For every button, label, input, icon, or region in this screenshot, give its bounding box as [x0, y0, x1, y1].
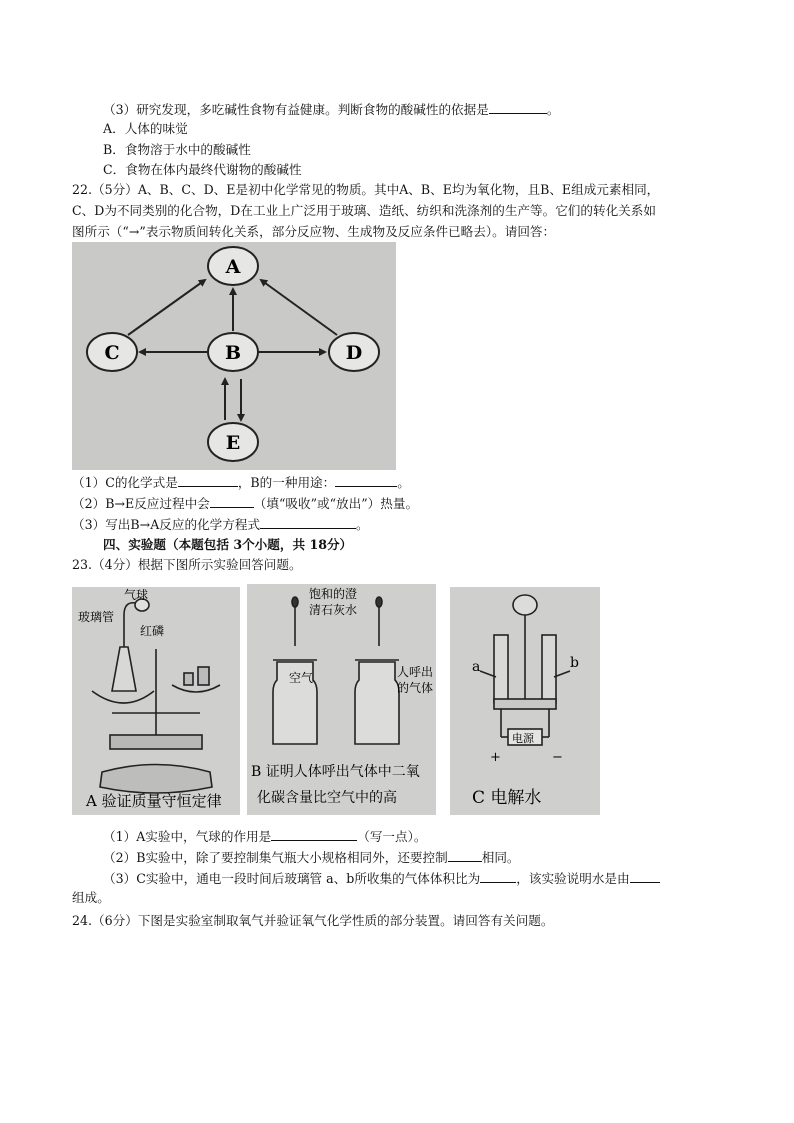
q22-stem-line3: 图所示（“→”表示物质间转化关系，部分反应物、生成物及反应条件已略去）。请回答： — [72, 224, 556, 239]
node-a-label: A — [225, 256, 241, 278]
node-b — [208, 333, 258, 371]
node-e — [208, 423, 258, 461]
q23-figure-a — [72, 587, 240, 815]
q23-part1: （1）A实验中，气球的作用是 （写一点）。 — [103, 829, 427, 844]
label-minus: − — [552, 750, 563, 765]
label-tube-b: b — [570, 655, 579, 671]
node-c-label: C — [104, 342, 120, 364]
q24-stem: 24.（6分）下图是实验室制取氧气并验证氧气化学性质的部分装置。请回答有关问题。 — [72, 913, 554, 928]
node-d — [329, 333, 379, 371]
q22-conversion-diagram — [72, 242, 396, 470]
caption-b-2: 化碳含量比空气中的高 — [257, 790, 397, 806]
label-plus: + — [490, 750, 501, 765]
q23-stem: 23.（4分）根据下图所示实验回答问题。 — [72, 557, 302, 572]
node-d-label: D — [345, 342, 363, 364]
label-limewater-2: 清石灰水 — [309, 603, 358, 617]
q22-stem-line1: 22.（5分）A、B、C、D、E是初中化学常见的物质。其中A、B、E均为氧化物，且B、E组成元素相同， — [72, 182, 660, 197]
answer-blank[interactable] — [271, 827, 357, 841]
answer-blank[interactable] — [480, 869, 516, 883]
arrow-c-to-a — [128, 280, 205, 335]
caption-a: A 验证质量守恒定律 — [86, 792, 222, 810]
node-a — [208, 247, 258, 285]
q23-part3-end: 组成。 — [72, 890, 110, 905]
label-air: 空气 — [289, 671, 314, 685]
answer-blank[interactable] — [448, 848, 482, 862]
q23-part3: （3）C实验中，通电一段时间后玻璃管 a、b所收集的气体体积比为 ，该实验说明水是由 — [103, 869, 660, 888]
node-e-label: E — [225, 432, 241, 454]
node-c — [87, 333, 137, 371]
label-power: 电源 — [512, 732, 534, 745]
label-tube-a: a — [472, 659, 481, 675]
answer-blank[interactable] — [210, 494, 254, 508]
q23-part2: （2）B实验中，除了要控制集气瓶大小规格相同外，还要控制 相同。 — [103, 850, 520, 865]
answer-blank[interactable] — [335, 473, 397, 487]
section-heading: 四、实验题（本题包括 3个小题，共 18分） — [103, 537, 353, 552]
q23-figure-b — [247, 584, 436, 815]
label-red-phosphorus: 红磷 — [140, 624, 165, 638]
caption-b-1: B 证明人体呼出气体中二氧 — [251, 764, 420, 780]
answer-blank[interactable] — [178, 473, 238, 487]
label-exhaled-2: 的气体 — [397, 681, 434, 695]
caption-c: C 电解水 — [472, 788, 542, 808]
arrow-d-to-a — [261, 280, 337, 335]
label-limewater-1: 饱和的澄 — [309, 587, 358, 601]
label-exhaled-1: 人呼出 — [397, 665, 434, 679]
answer-blank[interactable] — [260, 515, 356, 529]
q22-part3: （3）写出B→A反应的化学方程式 。 — [72, 517, 369, 532]
node-b-label: B — [224, 342, 242, 364]
q23-figure-c — [450, 587, 600, 815]
q22-part2: （2）B→E反应过程中会 （填“吸收”或“放出”）热量。 — [72, 496, 419, 511]
answer-blank[interactable] — [630, 869, 660, 883]
answer-blank[interactable] — [489, 100, 547, 114]
q21-option-c: C．食物在体内最终代谢物的酸碱性 — [103, 162, 302, 177]
label-glass-tube: 玻璃管 — [78, 610, 115, 624]
q22-part1: （1）C的化学式是 ，B的一种用途： 。 — [72, 475, 410, 490]
label-balloon: 气球 — [124, 588, 149, 602]
q21-option-a: A．人体的味觉 — [103, 121, 188, 136]
q21-part3: （3）研究发现，多吃碱性食物有益健康。判断食物的酸碱性的依据是 。 — [103, 102, 560, 117]
q22-stem-line2: C、D为不同类别的化合物，D在工业上广泛用于玻璃、造纸、纺织和洗涤剂的生产等。它们的转化关系如 — [72, 203, 656, 218]
q21-option-b: B．食物溶于水中的酸碱性 — [103, 142, 251, 157]
